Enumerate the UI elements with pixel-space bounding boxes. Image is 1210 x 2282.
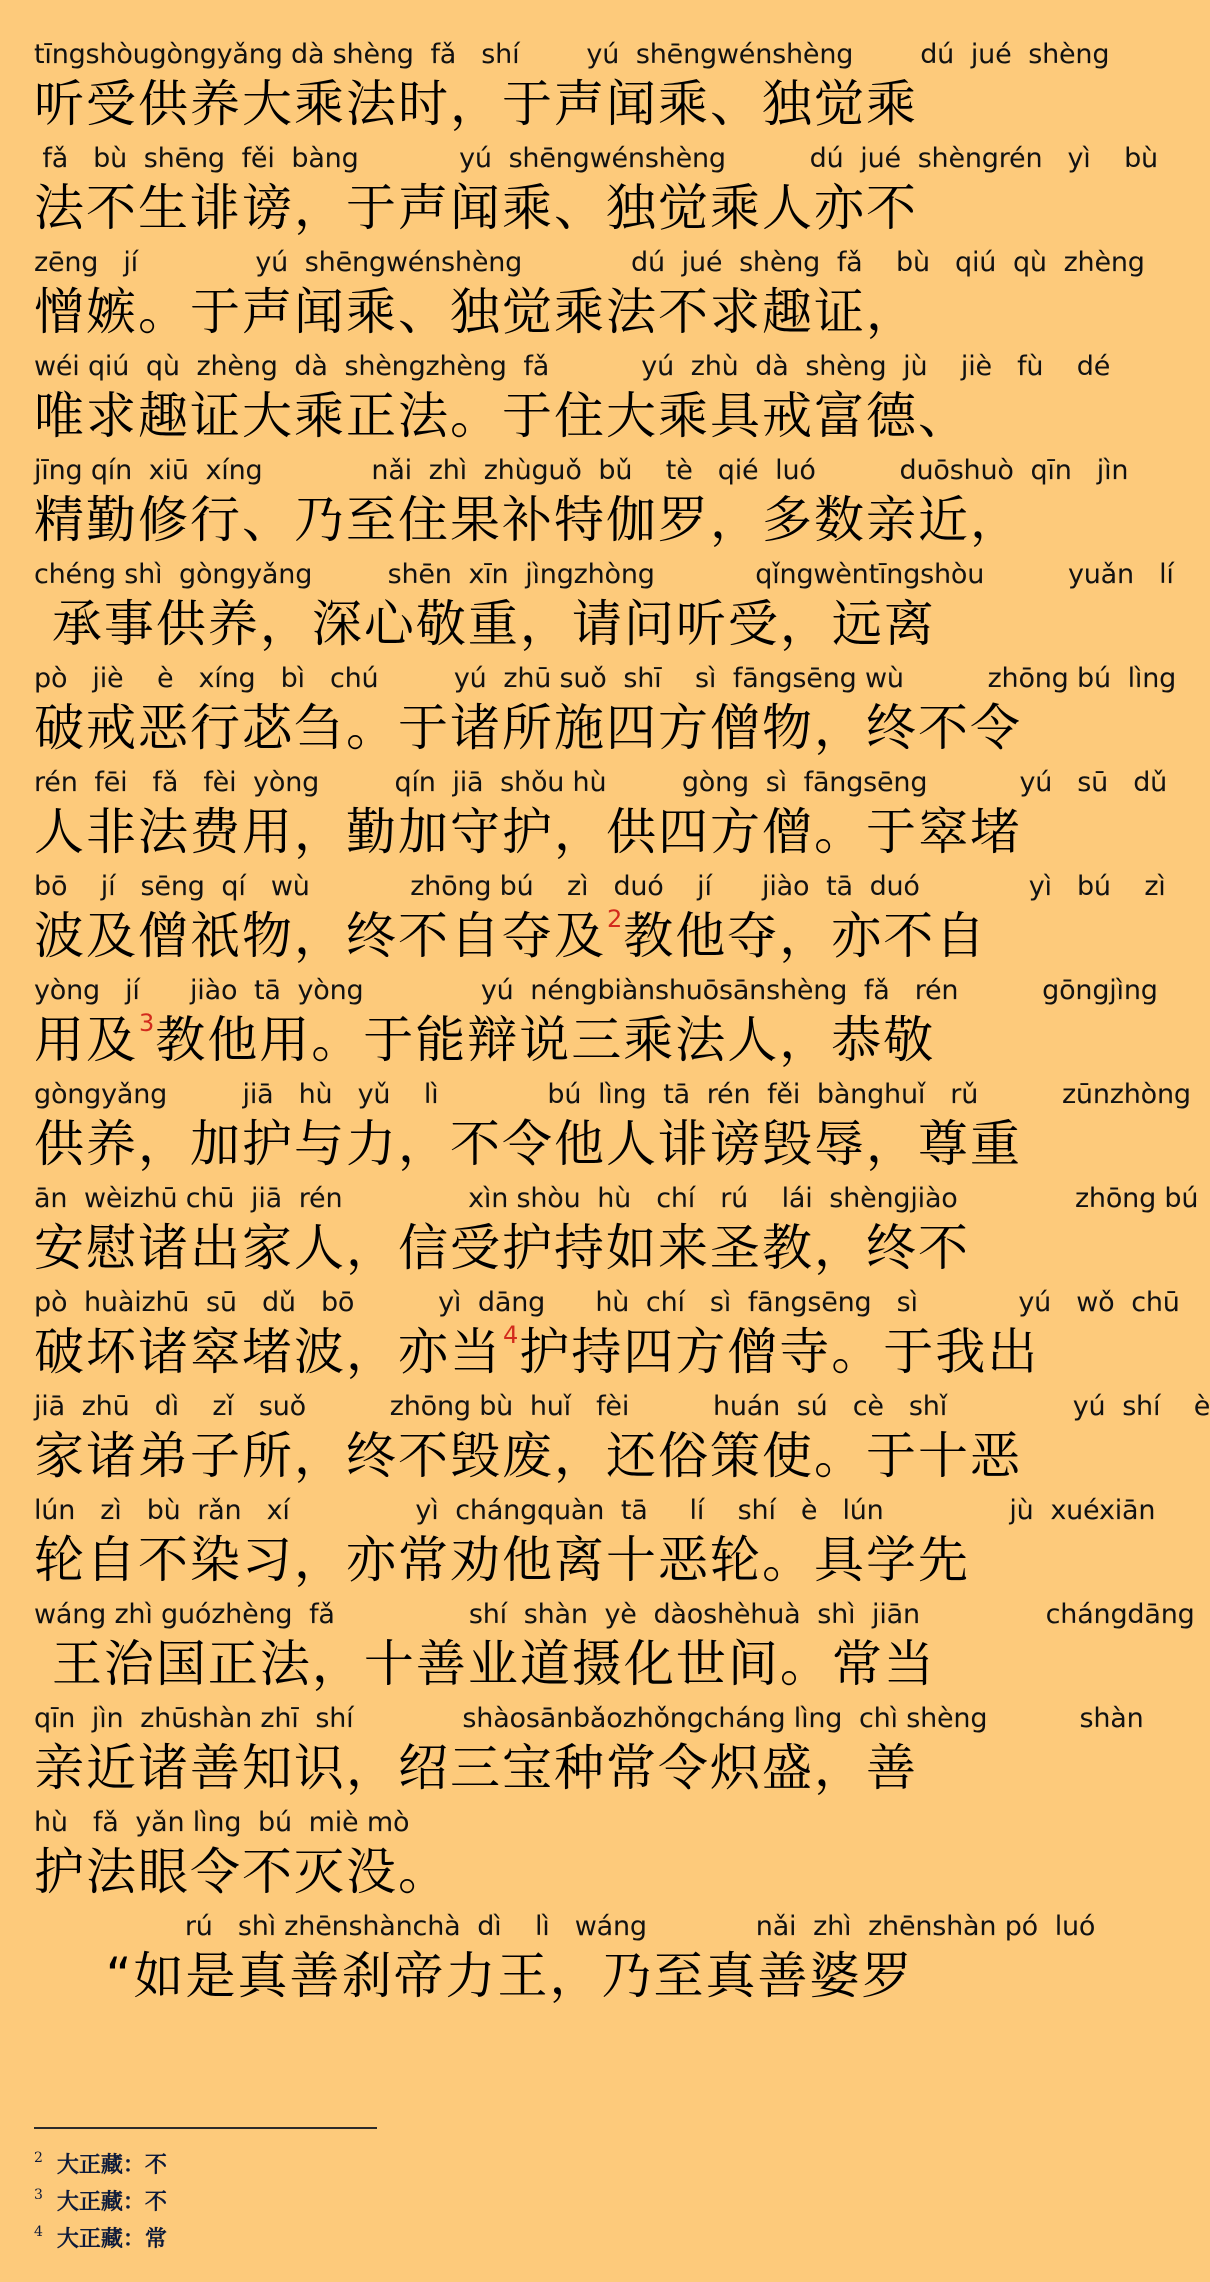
verse-line bbox=[34, 558, 1174, 662]
footnote-reference: 3 bbox=[139, 1009, 155, 1037]
hanzi-line bbox=[34, 1944, 1050, 2008]
footnote-reference: 4 bbox=[503, 1321, 519, 1349]
verse-line bbox=[34, 246, 1145, 350]
verse-line bbox=[34, 1702, 1144, 1806]
pinyin-line: chéng shì gòngyǎng shēn xīn jìngzhòng qǐngwèntīngshòu yuǎn lí bbox=[34, 559, 1174, 590]
sutra-text-body bbox=[34, 38, 1210, 2014]
hanzi-text: 护持四方僧寺。于我出 bbox=[519, 1323, 1040, 1381]
hanzi-text: 教他夺，亦不自 bbox=[623, 907, 988, 965]
footnote bbox=[34, 2177, 167, 2214]
pinyin-line: zēng jí yú shēngwénshèng dú jué shèng fǎ bù qiú qù zhèng bbox=[34, 247, 1145, 278]
hanzi-line bbox=[34, 1528, 1050, 1592]
hanzi-text: 安慰诸出家人，信受护持如来圣教，终不 bbox=[34, 1219, 970, 1277]
pinyin-line: wéi qiú qù zhèng dà shèngzhèng fǎ yú zhù dà shèng jù jiè fù dé bbox=[34, 351, 1111, 382]
pinyin-line: hù fǎ yǎn lìng bú miè mò bbox=[34, 1807, 410, 1838]
pinyin-line: rú shì zhēnshànchà dì lì wáng nǎi zhì zhēnshàn pó luó bbox=[34, 1911, 1096, 1942]
hanzi-text: “如是真善刹帝力王，乃至真善婆罗 bbox=[34, 1947, 914, 2005]
verse-line bbox=[34, 1910, 1096, 2014]
hanzi-line bbox=[34, 488, 1050, 552]
hanzi-text: 教他用。于能辩说三乘法人，恭敬 bbox=[155, 1011, 936, 1069]
footnote-number: 3 bbox=[34, 2187, 43, 2203]
footnote-divider bbox=[34, 2127, 377, 2129]
verse-line bbox=[34, 350, 1111, 454]
footnote-text: 大正藏：不 bbox=[56, 2189, 167, 2215]
hanzi-text: 憎嫉。于声闻乘、独觉乘法不求趣证， bbox=[34, 283, 918, 341]
hanzi-line bbox=[34, 904, 1050, 968]
hanzi-text: 精勤修行、乃至住果补特伽罗，多数亲近， bbox=[34, 491, 1022, 549]
verse-line bbox=[34, 454, 1129, 558]
hanzi-text: 听受供养大乘法时，于声闻乘、独觉乘 bbox=[34, 75, 918, 133]
footnote-list bbox=[34, 2140, 167, 2251]
hanzi-line bbox=[34, 176, 1050, 240]
hanzi-line bbox=[34, 592, 1050, 656]
hanzi-line bbox=[34, 800, 1050, 864]
footnote bbox=[34, 2140, 167, 2177]
hanzi-line bbox=[34, 72, 1050, 136]
hanzi-text: 法不生诽谤，于声闻乘、独觉乘人亦不 bbox=[34, 179, 918, 237]
hanzi-text: 护法眼令不灭没。 bbox=[34, 1843, 450, 1901]
pinyin-line: fǎ bù shēng fěi bàng yú shēngwénshèng dú jué shèngrén yì bù bbox=[34, 143, 1158, 174]
footnote-number: 2 bbox=[34, 2150, 43, 2166]
verse-line bbox=[34, 1806, 1050, 1910]
footnote-number: 4 bbox=[34, 2224, 43, 2240]
verse-line bbox=[34, 1078, 1191, 1182]
hanzi-text: 轮自不染习，亦常劝他离十恶轮。具学先 bbox=[34, 1531, 970, 1589]
pinyin-line: ān wèizhū chū jiā rén xìn shòu hù chí rú lái shèngjiào zhōng bú bbox=[34, 1183, 1199, 1214]
verse-line bbox=[34, 870, 1166, 974]
verse-line bbox=[34, 662, 1177, 766]
hanzi-text: 人非法费用，勤加守护，供四方僧。于窣堵 bbox=[34, 803, 1022, 861]
verse-line bbox=[34, 1390, 1210, 1494]
hanzi-line bbox=[34, 1736, 1050, 1800]
hanzi-text: 供养，加护与力，不令他人诽谤毁辱，尊重 bbox=[34, 1115, 1022, 1173]
pinyin-line: rén fēi fǎ fèi yòng qín jiā shǒu hù gòng sì fāngsēng yú sū dǔ bbox=[34, 767, 1168, 798]
pinyin-line: tīngshòugòngyǎng dà shèng fǎ shí yú shēngwénshèng dú jué shèng bbox=[34, 39, 1110, 70]
verse-line bbox=[34, 1598, 1195, 1702]
hanzi-text: 唯求趣证大乘正法。于住大乘具戒富德、 bbox=[34, 387, 970, 445]
pinyin-line: jiā zhū dì zǐ suǒ zhōng bù huǐ fèi huán sú cè shǐ yú shí è bbox=[34, 1391, 1210, 1422]
verse-line bbox=[34, 1494, 1156, 1598]
hanzi-line bbox=[34, 696, 1050, 760]
pinyin-line: qīn jìn zhūshàn zhī shí shàosānbǎozhǒngcháng lìng chì shèng shàn bbox=[34, 1703, 1144, 1734]
footnote-text: 大正藏：常 bbox=[56, 2226, 167, 2252]
hanzi-line bbox=[34, 1112, 1050, 1176]
verse-line bbox=[34, 142, 1158, 246]
hanzi-text: 破坏诸窣堵波，亦当 bbox=[34, 1323, 502, 1381]
hanzi-text: 王治国正法，十善业道摄化世间。常当 bbox=[34, 1635, 936, 1693]
verse-line bbox=[34, 1286, 1180, 1390]
hanzi-text: 亲近诸善知识，绍三宝种常令炽盛，善 bbox=[34, 1739, 918, 1797]
hanzi-text: 波及僧祇物，终不自夺及 bbox=[34, 907, 606, 965]
footnote-reference: 2 bbox=[607, 905, 623, 933]
hanzi-line bbox=[34, 1840, 1050, 1904]
hanzi-line bbox=[34, 1632, 1050, 1696]
verse-line bbox=[34, 766, 1168, 870]
pinyin-line: jīng qín xiū xíng nǎi zhì zhùguǒ bǔ tè qié luó duōshuò qīn jìn bbox=[34, 455, 1129, 486]
pinyin-line: yòng jí jiào tā yòng yú néngbiànshuōsānshèng fǎ rén gōngjìng bbox=[34, 975, 1158, 1006]
verse-line bbox=[34, 1182, 1199, 1286]
verse-line bbox=[34, 974, 1158, 1078]
hanzi-line bbox=[34, 1320, 1050, 1384]
hanzi-text: 承事供养，深心敬重，请问听受，远离 bbox=[34, 595, 936, 653]
verse-line bbox=[34, 38, 1110, 142]
hanzi-text: 家诸弟子所，终不毁废，还俗策使。于十恶 bbox=[34, 1427, 1022, 1485]
hanzi-text: 用及 bbox=[34, 1011, 138, 1069]
pinyin-line: wáng zhì guózhèng fǎ shí shàn yè dàoshèhuà shì jiān chángdāng bbox=[34, 1599, 1195, 1630]
hanzi-line bbox=[34, 280, 1050, 344]
pinyin-line: gòngyǎng jiā hù yǔ lì bú lìng tā rén fěi bànghuǐ rǔ zūnzhòng bbox=[34, 1079, 1191, 1110]
hanzi-line bbox=[34, 1424, 1050, 1488]
hanzi-line bbox=[34, 1008, 1050, 1072]
footnote-text: 大正藏：不 bbox=[56, 2152, 167, 2178]
hanzi-line bbox=[34, 1216, 1050, 1280]
pinyin-line: bō jí sēng qí wù zhōng bú zì duó jí jiào tā duó yì bú zì bbox=[34, 871, 1166, 902]
hanzi-text: 破戒恶行苾刍。于诸所施四方僧物，终不令 bbox=[34, 699, 1022, 757]
footnote bbox=[34, 2214, 167, 2251]
pinyin-line: pò huàizhū sū dǔ bō yì dāng hù chí sì fāngsēng sì yú wǒ chū bbox=[34, 1287, 1180, 1318]
hanzi-line bbox=[34, 384, 1050, 448]
pinyin-line: lún zì bù rǎn xí yì chángquàn tā lí shí è lún jù xuéxiān bbox=[34, 1495, 1156, 1526]
pinyin-line: pò jiè è xíng bì chú yú zhū suǒ shī sì fāngsēng wù zhōng bú lìng bbox=[34, 663, 1177, 694]
